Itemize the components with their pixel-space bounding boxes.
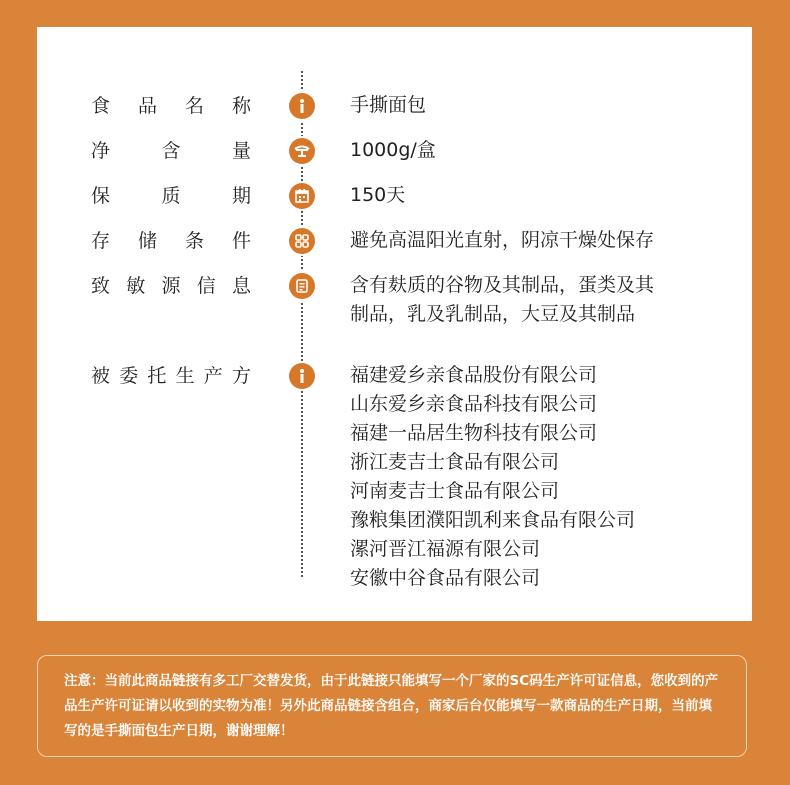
- label-char: 息: [231, 275, 251, 297]
- allergen-value: [350, 271, 730, 329]
- value-line: 福建爱乡亲食品股份有限公司: [350, 364, 598, 386]
- value-line: 手撕面包: [350, 94, 427, 116]
- value-line: 安徽中谷食品有限公司: [350, 567, 541, 589]
- label-char: 存: [91, 230, 111, 252]
- scale-icon: [289, 138, 315, 164]
- info-icon: [289, 363, 315, 389]
- label-char: 源: [161, 275, 181, 297]
- value-line: 避免高温阳光直射，阴凉干燥处保存: [350, 229, 655, 251]
- label-char: 期: [231, 185, 251, 207]
- label-char: 质: [161, 185, 181, 207]
- value-line: 1000g/盒: [350, 139, 436, 161]
- net-content-label: [91, 138, 251, 164]
- label-char: 名: [184, 95, 204, 117]
- value-line: 制品，乳及乳制品，大豆及其制品: [350, 303, 636, 325]
- food-name-value: [350, 91, 730, 120]
- value-line: 山东爱乡亲食品科技有限公司: [350, 393, 598, 415]
- label-char: 件: [231, 230, 251, 252]
- calendar-icon: [289, 183, 315, 209]
- info-icon: [289, 93, 315, 119]
- label-char: 量: [231, 140, 251, 162]
- storage-label: [91, 228, 251, 254]
- shelf-life-label: [91, 183, 251, 209]
- label-char: 储: [137, 230, 157, 252]
- value-line: 福建一品居生物科技有限公司: [350, 422, 598, 444]
- label-char: 称: [231, 95, 251, 117]
- value-line: 河南麦吉士食品有限公司: [350, 480, 560, 502]
- food-name-label: [91, 93, 251, 119]
- label-char: 保: [91, 185, 111, 207]
- grid-icon: [289, 228, 315, 254]
- label-char: 净: [91, 140, 111, 162]
- value-line: 含有麸质的谷物及其制品，蛋类及其: [350, 274, 655, 296]
- allergen-label: [91, 273, 251, 299]
- notice-text: 注意：当前此商品链接有多工厂交替发货，由于此链接只能填写一个厂家的SC码生产许可证信息，您收到的产品生产许可证请以收到的实物为准！另外此商品链接含组合，商家后台仅能填写一款商品的生产日期，当前填写的是手撕面包生产日期，谢谢理解！: [64, 673, 719, 739]
- label-char: 品: [137, 95, 157, 117]
- shelf-life-value: [350, 181, 730, 210]
- document-icon: [289, 273, 315, 299]
- label-char: 条: [184, 230, 204, 252]
- product-info-card: [37, 27, 752, 621]
- label-char: 信: [196, 275, 216, 297]
- label-char: 产: [203, 365, 223, 387]
- label-char: 生: [175, 365, 195, 387]
- manufacturer-value: [350, 361, 730, 593]
- label-char: 方: [231, 365, 251, 387]
- label-char: 托: [147, 365, 167, 387]
- value-line: 150天: [350, 184, 406, 206]
- label-char: 被: [91, 365, 111, 387]
- label-char: 敏: [126, 275, 146, 297]
- value-line: 浙江麦吉士食品有限公司: [350, 451, 560, 473]
- label-char: 委: [119, 365, 139, 387]
- storage-value: [350, 226, 730, 255]
- manufacturer-label: [91, 363, 251, 389]
- notice-box: [37, 655, 747, 757]
- value-line: 豫粮集团濮阳凯利来食品有限公司: [350, 509, 636, 531]
- label-char: 致: [91, 275, 111, 297]
- label-char: 含: [161, 140, 181, 162]
- net-content-value: [350, 136, 730, 165]
- label-char: 食: [91, 95, 111, 117]
- value-line: 漯河晋江福源有限公司: [350, 538, 541, 560]
